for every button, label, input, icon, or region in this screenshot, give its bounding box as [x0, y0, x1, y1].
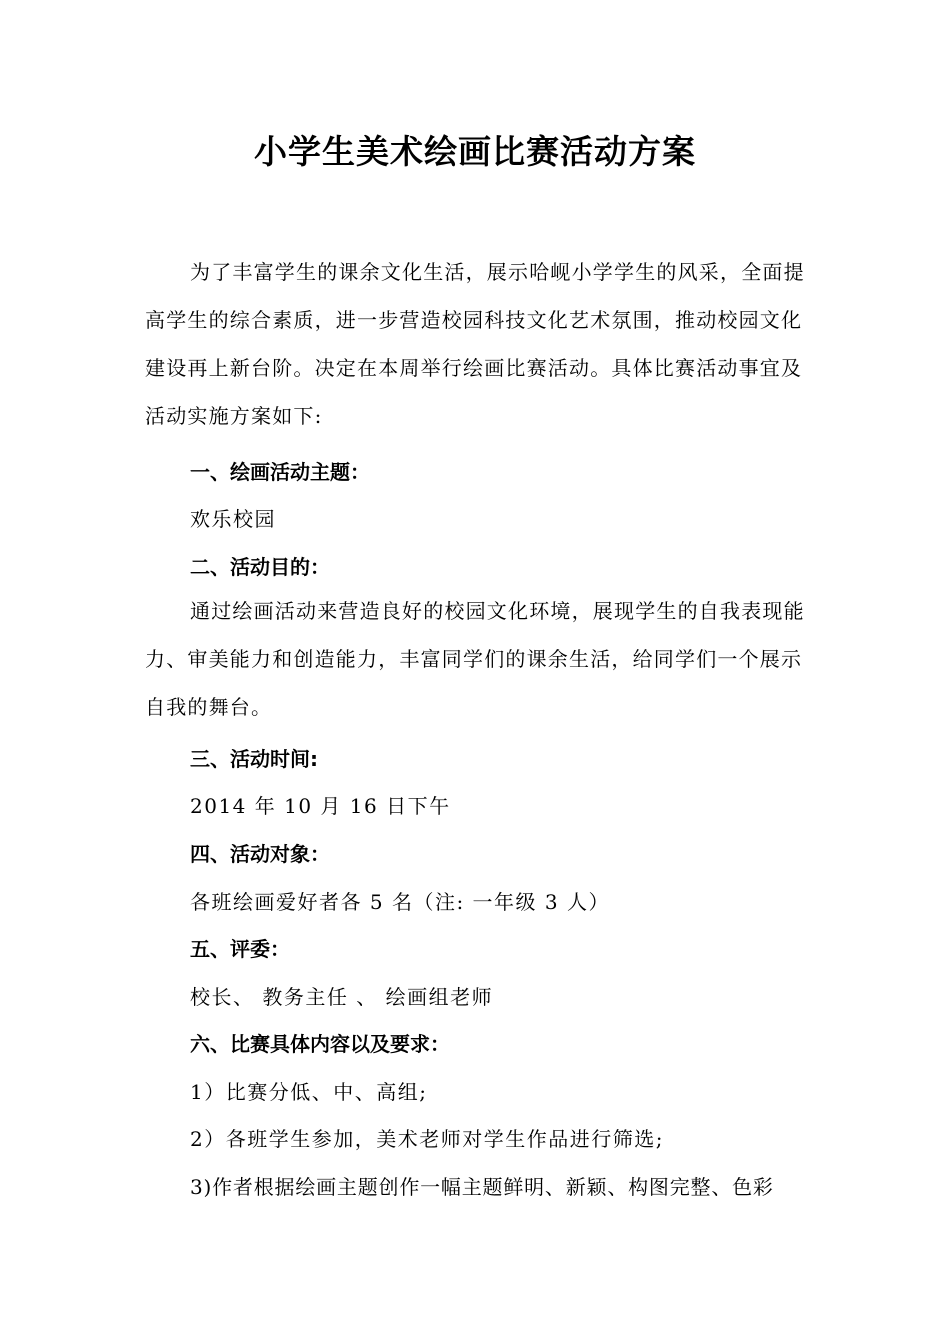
theme-text: 欢乐校园 [190, 507, 276, 531]
time-heading: 三、活动时间: [190, 747, 318, 771]
target-heading: 四、活动对象： [190, 842, 330, 866]
time-text: 2014 年 10 月 16 日下午 [190, 794, 451, 818]
requirement-item-1: 1）比赛分低、中、高组; [190, 1080, 428, 1104]
purpose-heading: 二、活动目的： [190, 555, 330, 579]
requirement-item-2: 2）各班学生参加，美术老师对学生作品进行筛选; [190, 1127, 664, 1151]
requirements-heading: 六、比赛具体内容以及要求： [190, 1032, 450, 1056]
document-title: 小学生美术绘画比赛活动方案 [254, 132, 696, 171]
judges-text: 校长、 教务主任 、 绘画组老师 [190, 985, 494, 1009]
intro-paragraph: 为了丰富学生的课余文化生活，展示哈岘小学学生的风采，全面提高学生的综合素质，进一步营造校园科技文化艺术氛围，推动校园文化建设再上新台阶。决定在本周举行绘画比赛活动。具体比赛活动事宜及活动实施方案如下: [145, 260, 805, 428]
theme-heading: 一、绘画活动主题： [190, 460, 370, 484]
requirement-item-3: 3)作者根据绘画主题创作一幅主题鲜明、新颖、构图完整、色彩 [190, 1175, 774, 1199]
judges-heading: 五、评委： [190, 937, 290, 961]
purpose-paragraph: 通过绘画活动来营造良好的校园文化环境，展现学生的自我表现能力、审美能力和创造能力，丰富同学们的课余生活，给同学们一个展示自我的舞台。 [145, 599, 805, 719]
target-text: 各班绘画爱好者各 5 名（注: 一年级 3 人） [190, 890, 610, 914]
